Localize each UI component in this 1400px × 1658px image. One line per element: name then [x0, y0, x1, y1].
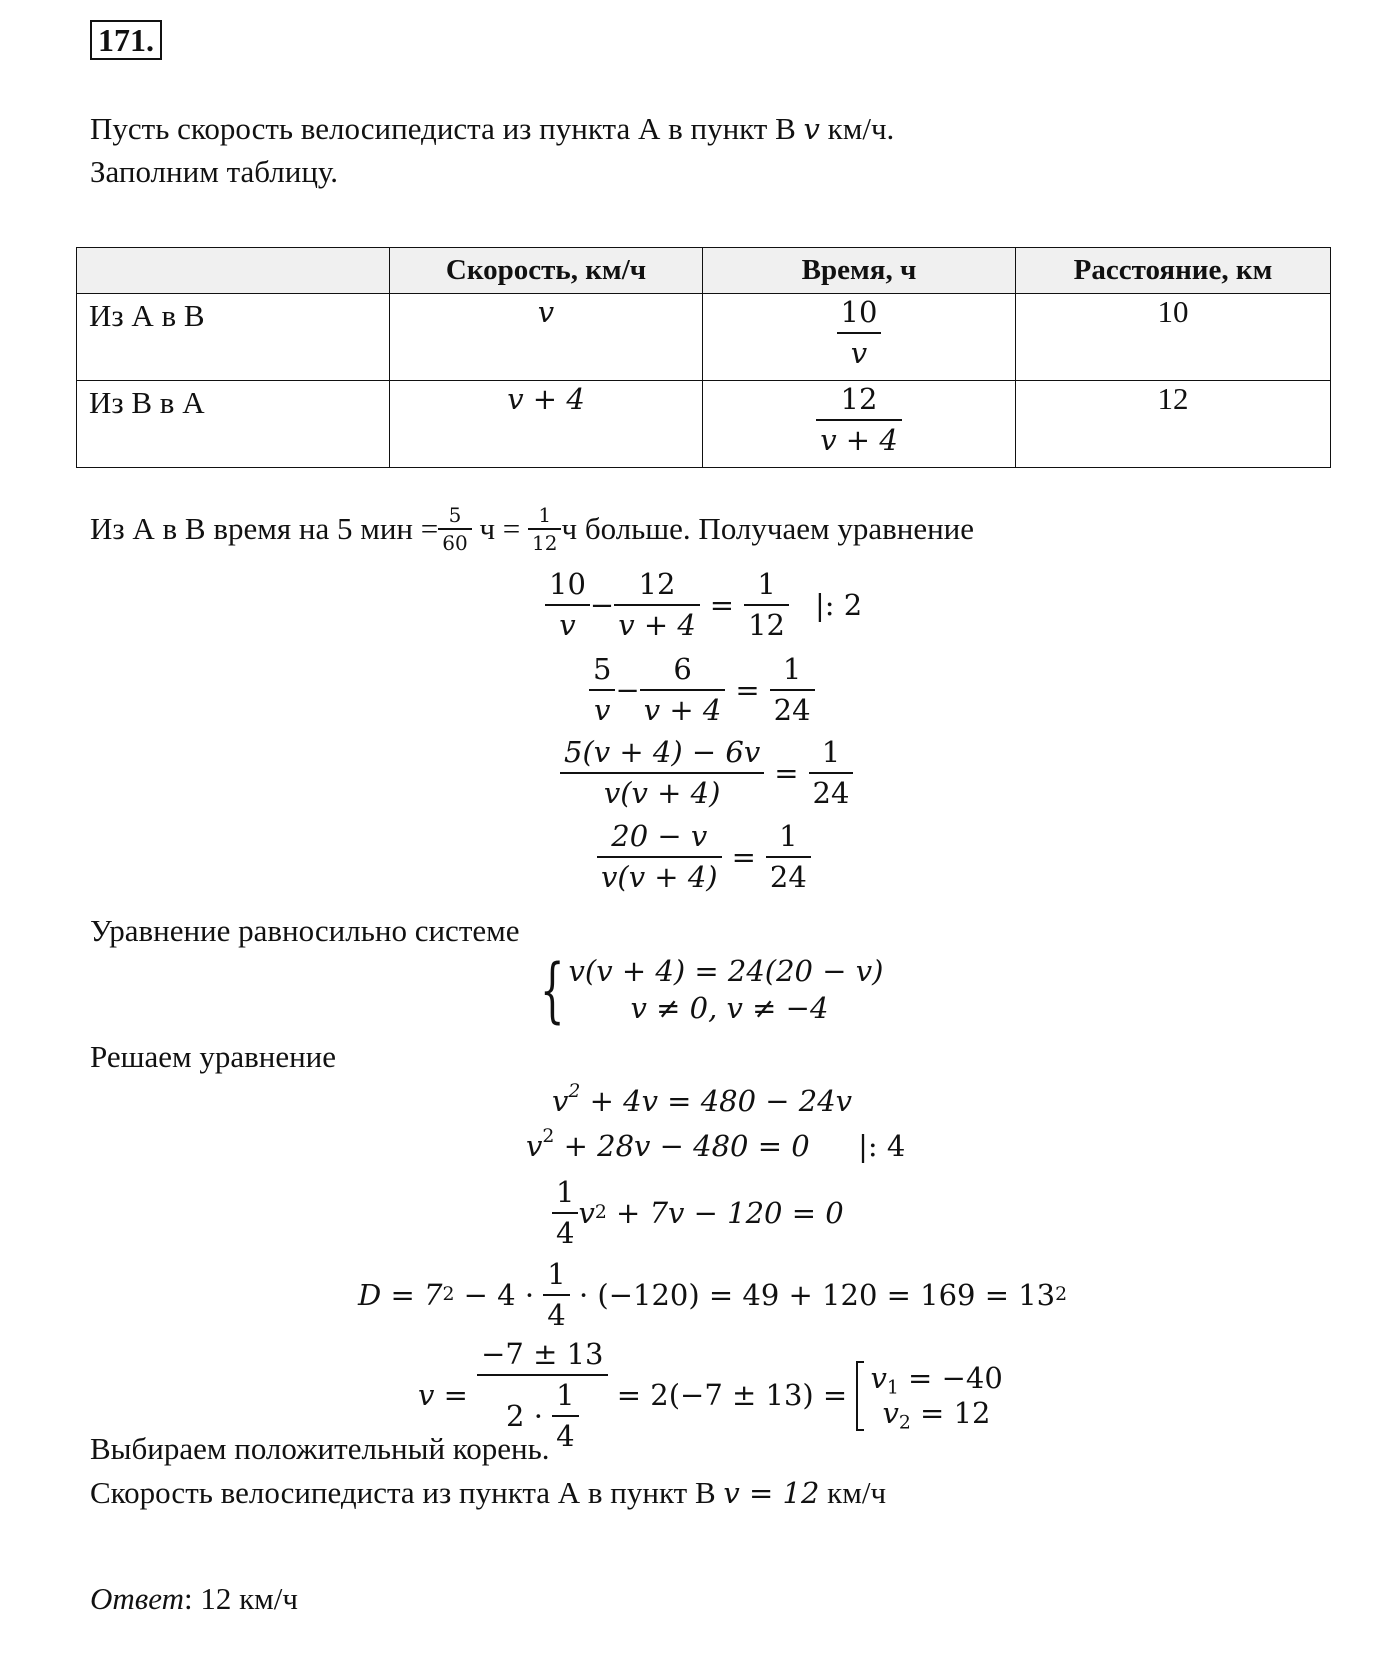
fraction-numerator: 6	[673, 652, 692, 686]
difference-line	[90, 505, 974, 553]
fraction-bar	[770, 689, 815, 691]
variable: v	[578, 1195, 595, 1230]
system-lines	[569, 955, 884, 1025]
system-line-2: v ≠ 0, v ≠ −4	[630, 991, 829, 1025]
table-header	[77, 248, 390, 294]
division-note: |: 4	[858, 1129, 906, 1163]
fraction	[597, 819, 722, 894]
intro-line-1	[90, 110, 894, 148]
variable: v	[526, 1129, 543, 1163]
fraction-numerator: 1	[757, 567, 776, 601]
fraction-numerator: 5(v + 4) − 6v	[564, 735, 761, 769]
equals-sign: =	[735, 672, 760, 707]
fraction-numerator: 5	[448, 503, 462, 527]
answer-value: 12 км/ч	[200, 1581, 298, 1616]
fraction	[543, 1257, 569, 1332]
fraction-denominator: 24	[773, 693, 811, 727]
fraction-bar	[597, 856, 722, 858]
discriminant-equation: D = 7 2 − 4 · $\frac{1}{4}$ · (−120) = 49 + 120 = 169 = 13 2	[358, 1257, 1068, 1332]
fraction-numerator: 5	[593, 652, 612, 686]
speed-value: v	[537, 295, 555, 329]
conclusion	[90, 1474, 886, 1512]
equals-sign: =	[774, 755, 799, 790]
fraction-numerator: 1	[782, 652, 802, 686]
system-line-1: v(v + 4) = 24(20 − v)	[568, 954, 884, 988]
table-cell-speed	[390, 294, 703, 381]
intro-variable: v	[803, 112, 820, 146]
fraction-denominator: 24	[812, 776, 850, 810]
root-value: = 12	[910, 1395, 991, 1430]
time-fraction	[837, 295, 882, 370]
fraction-bar	[744, 604, 789, 606]
data-table	[76, 247, 1331, 468]
fraction-numerator: 12	[638, 567, 676, 601]
difference-mid: ч =	[471, 510, 529, 546]
equation-7: $\frac{1}{4}$ v 2 + 7v − 120 = 0	[552, 1178, 844, 1248]
equation-part: v =	[418, 1378, 478, 1412]
equation-rest: + 7v − 120 = 0	[606, 1195, 844, 1230]
fraction-bar	[640, 689, 726, 691]
roots-list	[870, 1360, 1003, 1434]
fraction-denominator: v	[850, 336, 868, 370]
table-cell-label	[77, 294, 390, 381]
intro-line-1-post: км/ч.	[819, 111, 895, 146]
root-2	[870, 1395, 1002, 1434]
fraction-bar	[477, 1374, 607, 1376]
table-header: Расстояние, км	[1016, 248, 1331, 294]
difference-post: ч больше. Получаем уравнение	[561, 510, 975, 546]
equation-part: · (−120) = 49 + 120 = 169 = 13	[569, 1277, 1056, 1312]
fraction-bar	[552, 1415, 578, 1417]
conclusion-math: v = 12	[723, 1476, 820, 1510]
table-cell-distance	[1016, 381, 1331, 468]
variable: v	[882, 1395, 899, 1430]
table-cell-label	[77, 381, 390, 468]
square-bracket-icon	[856, 1361, 864, 1431]
equation-part: 2 ·	[506, 1398, 553, 1433]
conclusion-pre: Скорость велосипедиста из пункта А в пункт В	[90, 1475, 724, 1510]
fraction-numerator: 10	[549, 567, 586, 601]
fraction-bar	[552, 1212, 578, 1214]
distance-value: 12	[1157, 381, 1189, 416]
equation-3	[560, 735, 853, 810]
speed-value: v + 4	[507, 382, 585, 416]
equals-sign: =	[709, 587, 735, 622]
minus-sign: −	[615, 672, 640, 707]
equation-1	[545, 567, 863, 642]
hours-fraction	[528, 505, 561, 553]
fraction	[552, 1175, 578, 1250]
time-fraction	[816, 382, 902, 457]
table-header: Скорость, км/ч	[390, 248, 703, 294]
fraction	[545, 567, 590, 642]
fraction-bar	[809, 772, 854, 774]
fraction	[770, 652, 815, 727]
exponent: 2	[542, 1125, 555, 1147]
equation-2	[589, 652, 815, 727]
fraction-bar	[545, 604, 590, 606]
fraction-bar	[438, 528, 471, 530]
system-intro: Уравнение равносильно системе	[90, 913, 520, 948]
variable: v	[870, 1360, 887, 1395]
problem-number: 171.	[90, 20, 162, 60]
fraction	[560, 735, 764, 810]
row-label: Из А в В	[89, 298, 205, 333]
fraction-numerator: −7 ± 13	[481, 1337, 604, 1371]
fraction-denominator: v(v + 4)	[603, 776, 721, 810]
fraction-numerator: 20 − v	[611, 819, 708, 853]
fraction-denominator: 24	[769, 860, 807, 894]
fraction-denominator: v + 4	[820, 423, 898, 457]
fraction-bar	[589, 689, 615, 691]
table-cell-time	[703, 294, 1016, 381]
table-header: Время, ч	[703, 248, 1016, 294]
answer-label: Ответ	[90, 1581, 184, 1616]
fraction-denominator: 4	[556, 1419, 575, 1453]
fraction	[766, 819, 811, 894]
fraction-bar	[766, 856, 811, 858]
equation-rest: + 4v = 480 − 24v	[580, 1084, 853, 1118]
fraction	[640, 652, 726, 727]
fraction-numerator: 1	[556, 1175, 575, 1209]
fraction	[552, 1378, 578, 1453]
fraction-denominator: 60	[442, 530, 468, 555]
distance-value: 10	[1157, 294, 1189, 329]
fraction-bar	[614, 604, 700, 606]
answer	[90, 1580, 298, 1618]
choose-root-text: Выбираем положительный корень.	[90, 1431, 550, 1466]
fraction	[744, 567, 789, 642]
subscript: 1	[886, 1377, 899, 1399]
fraction-numerator: 1	[547, 1257, 566, 1291]
equation-part: − 4 ·	[454, 1277, 544, 1312]
table-cell-time	[703, 381, 1016, 468]
fraction	[589, 652, 615, 727]
minus-sign: −	[589, 587, 615, 622]
equation-5	[552, 1080, 853, 1118]
fraction-denominator: 4	[556, 1216, 575, 1250]
fraction-denominator: 12	[748, 608, 786, 642]
fraction-denominator: v	[594, 693, 611, 727]
fraction-denominator: v + 4	[643, 693, 722, 727]
fraction-numerator: 1	[556, 1378, 575, 1412]
fraction-denominator: v	[559, 608, 576, 642]
difference-pre: Из А в В время на 5 мин =	[90, 510, 439, 546]
fraction-bar	[816, 419, 902, 421]
answer-colon: :	[183, 1581, 201, 1616]
equation-part: D = 7	[358, 1277, 443, 1312]
fraction-bar	[528, 528, 561, 530]
solve-intro: Решаем уравнение	[90, 1039, 337, 1074]
exponent: 2	[568, 1080, 581, 1102]
table-row	[77, 294, 1331, 381]
fraction-numerator: 1	[779, 819, 798, 853]
intro-line-2: Заполним таблицу.	[90, 154, 339, 189]
equation-4	[597, 819, 811, 894]
row-label: Из В в А	[89, 385, 205, 420]
minutes-fraction	[438, 505, 471, 553]
table-cell-distance	[1016, 294, 1331, 381]
curly-brace-icon: {	[540, 949, 565, 1031]
table-cell-speed	[390, 381, 703, 468]
fraction-bar	[837, 332, 882, 334]
variable: v	[552, 1084, 569, 1118]
division-note: |: 2	[815, 587, 863, 622]
fraction-denominator: 4	[547, 1298, 566, 1332]
fraction-denominator: 12	[532, 530, 558, 555]
fraction-bar	[543, 1294, 569, 1296]
subscript: 2	[898, 1412, 911, 1434]
fraction-denominator: v(v + 4)	[601, 860, 718, 894]
fraction-bar	[560, 772, 764, 774]
equation-6	[526, 1125, 906, 1163]
root-1	[870, 1360, 1003, 1399]
conclusion-post: км/ч	[819, 1475, 887, 1510]
equals-sign: =	[731, 839, 756, 874]
fraction-numerator: 10	[840, 295, 878, 329]
equation-rest: + 28v − 480 = 0	[554, 1129, 810, 1163]
table-row	[77, 381, 1331, 468]
fraction-numerator: 1	[821, 735, 841, 769]
equation-part: = 2(−7 ± 13) =	[607, 1378, 857, 1412]
fraction-denominator: v + 4	[618, 608, 696, 642]
table-header-row	[77, 248, 1331, 294]
fraction	[614, 567, 700, 642]
equation-system	[530, 949, 884, 1031]
fraction	[809, 735, 854, 810]
root-value: = −40	[898, 1360, 1003, 1395]
fraction-numerator: 1	[538, 503, 552, 527]
fraction-numerator: 12	[840, 382, 878, 416]
intro-line-1-pre: Пусть скорость велосипедиста из пункта А в пункт В	[90, 111, 804, 146]
